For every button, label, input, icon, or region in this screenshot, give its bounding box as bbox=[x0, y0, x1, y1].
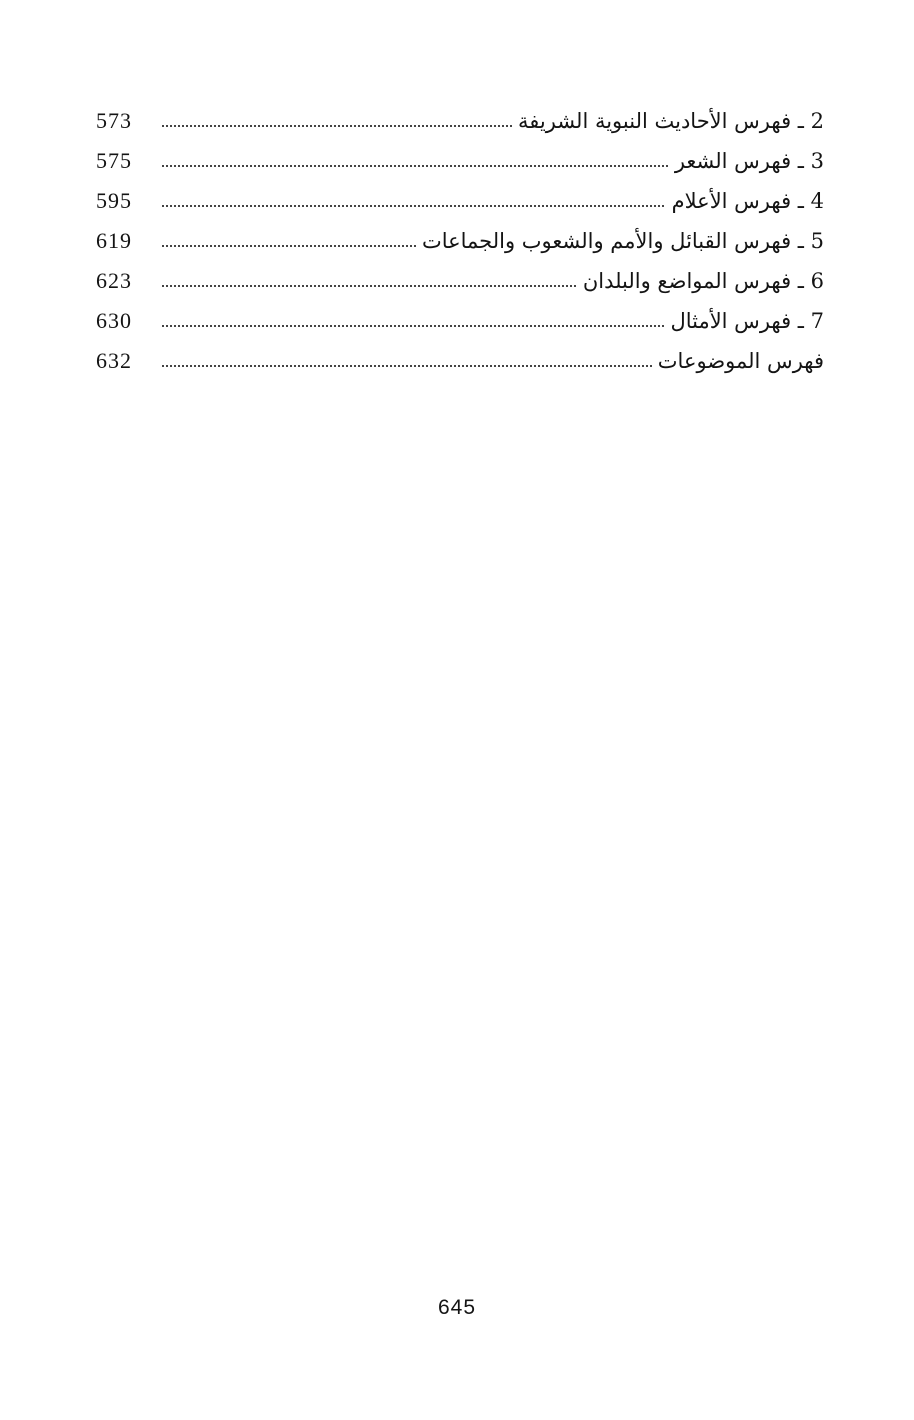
toc-entry bbox=[96, 184, 824, 224]
toc-entry-title: فهرس الموضوعات bbox=[652, 346, 824, 376]
toc-entry bbox=[96, 264, 824, 304]
toc-entry-title: 3 ـ فهرس الشعر bbox=[669, 146, 824, 176]
toc-entry bbox=[96, 224, 824, 264]
toc-entry-page: 630 bbox=[96, 308, 132, 333]
toc-entry-page: 632 bbox=[96, 348, 132, 373]
toc-entry-page: 575 bbox=[96, 148, 132, 173]
toc-entry-page: 619 bbox=[96, 228, 132, 253]
toc-entry bbox=[96, 104, 824, 144]
toc-entry-page: 595 bbox=[96, 188, 132, 213]
toc-entry-title: 5 ـ فهرس القبائل والأمم والشعوب والجماعات bbox=[416, 226, 824, 256]
table-of-contents bbox=[96, 104, 824, 384]
toc-entry-title: 7 ـ فهرس الأمثال bbox=[664, 306, 824, 336]
toc-entry bbox=[96, 144, 824, 184]
page-number: 645 bbox=[437, 1296, 477, 1319]
toc-entry-title: 2 ـ فهرس الأحاديث النبوية الشريفة bbox=[512, 106, 824, 136]
toc-entry-page: 573 bbox=[96, 108, 132, 133]
toc-entry-title: 4 ـ فهرس الأعلام bbox=[666, 186, 824, 216]
toc-entry-title: 6 ـ فهرس المواضع والبلدان bbox=[577, 266, 824, 296]
toc-entry bbox=[96, 344, 824, 384]
toc-entry bbox=[96, 304, 824, 344]
toc-entry-page: 623 bbox=[96, 268, 132, 293]
